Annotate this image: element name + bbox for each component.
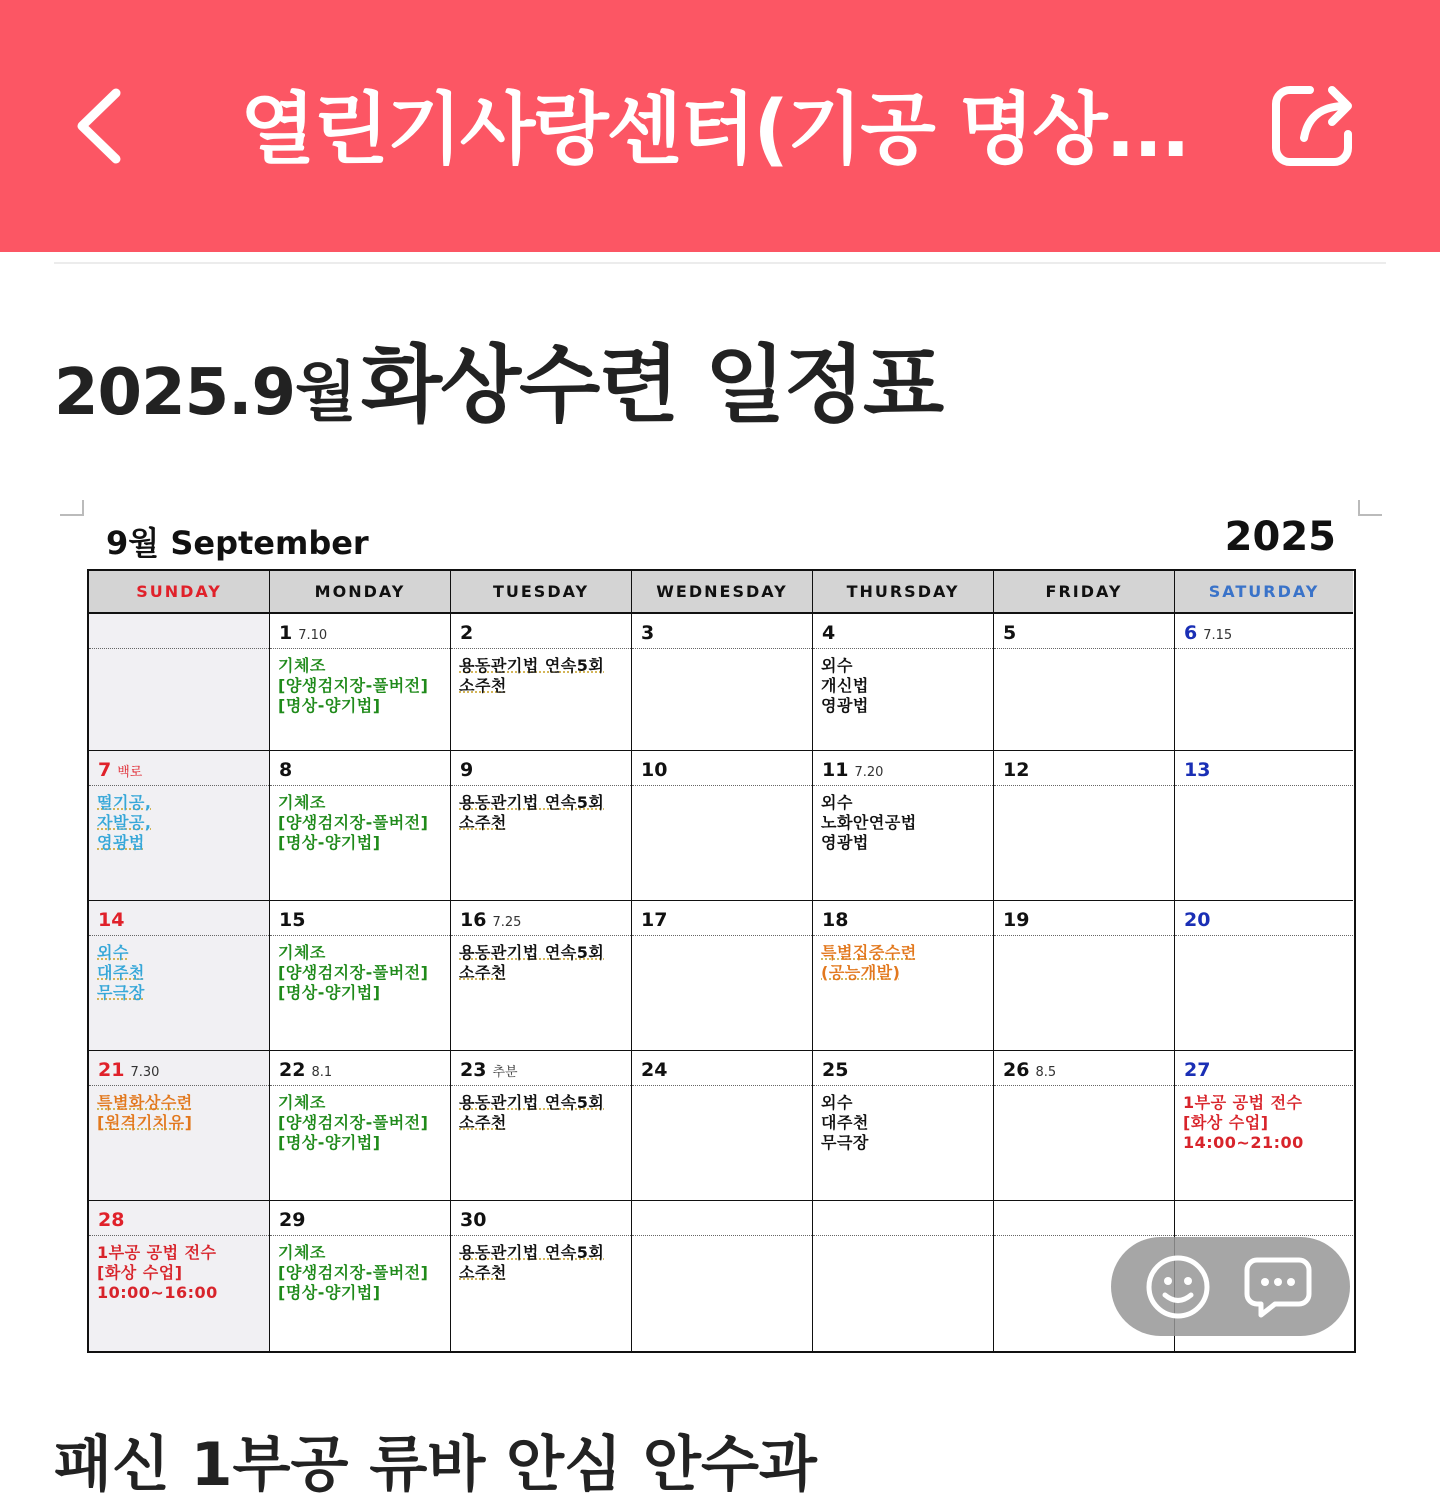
day-header-line [89,751,269,786]
crop-mark [60,500,84,516]
calendar-day-cell [813,614,994,751]
day-header-line [994,751,1174,786]
day-number: 26 [1003,1059,1030,1081]
day-events [97,1093,265,1133]
event-label: 영광법 [97,833,145,852]
calendar-day-cell [451,1051,632,1201]
event-label: 노화안연공법 [821,813,917,832]
share-icon [1264,78,1360,174]
day-number: 9 [460,759,474,781]
day-header-line [994,1051,1174,1086]
day-header-line [994,614,1174,649]
calendar-day-cell [451,1201,632,1351]
weekday-header: WEDNESDAY [632,571,813,614]
event-label: 대주천 [821,1113,869,1132]
day-header-line [270,1201,450,1236]
day-events [278,943,446,1003]
calendar-day-cell [1175,901,1353,1051]
day-header-line [1175,751,1353,786]
day-header-line [632,1051,812,1086]
day-number: 27 [1184,1059,1211,1081]
day-number: 25 [822,1059,849,1081]
weekday-header: THURSDAY [813,571,994,614]
day-events [459,943,627,983]
back-button[interactable] [58,76,138,176]
event-label: 무극장 [97,983,145,1002]
event-label: 외수 [97,943,129,962]
day-header-line [451,751,631,786]
calendar-month: 9월 September [106,524,369,562]
calendar-day-cell [994,614,1175,751]
calendar-day-cell [813,1051,994,1201]
day-number: 10 [641,759,668,781]
day-number: 13 [1184,759,1211,781]
event-label: 기체조 [278,1093,326,1112]
calendar-day-cell [1175,751,1353,901]
app-title: 열린기사랑센터(기공 명상... [240,85,1189,175]
day-number: 18 [822,909,849,931]
calendar-day-cell [632,751,813,901]
day-number: 20 [1184,909,1211,931]
event-label: [양생검지장-풀버전] [278,963,429,982]
day-events [278,793,446,853]
event-label: 외수 [821,793,853,812]
event-label: [명상-양기법] [278,696,381,715]
event-label: 자발공, [97,813,152,832]
day-header-line [451,901,631,936]
event-label: [화상 수업] [97,1263,183,1282]
calendar-day-cell [994,751,1175,901]
calendar-day-cell [632,1201,813,1351]
day-number: 23 [460,1059,487,1081]
next-section-heading: 패신 1부공 류바 안심 안수과 [54,1430,817,1500]
event-label: 대주천 [97,963,145,982]
chevron-left-icon [68,81,128,171]
event-label: 영광법 [821,833,869,852]
lunar-date-note: 7.25 [492,915,522,930]
event-label: 외수 [821,1093,853,1112]
event-label: 특별화상수련 [97,1093,193,1112]
calendar-day-cell [270,1051,451,1201]
calendar-day-cell [89,1201,270,1351]
day-header-line [813,901,993,936]
event-label: 용동관기법 연속5회 [459,943,605,962]
chat-bubble-icon [1243,1254,1313,1320]
day-events [459,656,627,696]
calendar-year: 2025 [1224,514,1336,560]
event-label: 영광법 [821,696,869,715]
day-events [821,656,989,716]
calendar-day-cell [1175,614,1353,751]
calendar-day-cell [89,751,270,901]
day-events [459,1093,627,1133]
day-number: 8 [279,759,293,781]
day-header-line [1175,614,1353,649]
day-events [459,1243,627,1283]
day-events [459,793,627,833]
smiley-icon [1145,1254,1211,1320]
calendar-day-cell [451,614,632,751]
event-label: 소주천 [459,963,507,982]
day-header-line [1175,1201,1353,1236]
post-title [54,330,942,440]
event-label: 용동관기법 연속5회 [459,1243,605,1262]
day-number: 12 [1003,759,1030,781]
day-events [97,1243,265,1303]
calendar-day-cell [270,751,451,901]
event-label: [양생검지장-풀버전] [278,676,429,695]
day-events [821,1093,989,1153]
calendar-day-cell [270,901,451,1051]
day-number: 17 [641,909,668,931]
day-header-line [632,751,812,786]
day-number: 22 [279,1059,306,1081]
day-header-line [89,614,269,649]
day-header-line [813,1051,993,1086]
weekday-header: SATURDAY [1175,571,1353,614]
day-header-line [1175,901,1353,936]
day-events [278,1243,446,1303]
day-header-line [451,614,631,649]
day-number: 6 [1184,622,1198,644]
day-events [1183,1093,1349,1153]
calendar-day-cell [451,901,632,1051]
day-events [278,1093,446,1153]
day-header-line [632,901,812,936]
day-events [821,793,989,853]
calendar-day-cell [451,751,632,901]
calendar-day-cell [89,1051,270,1201]
event-label: [양생검지장-풀버전] [278,813,429,832]
app-bar [0,0,1440,252]
day-header-line [994,901,1174,936]
day-header-line [270,614,450,649]
event-label: [양생검지장-풀버전] [278,1263,429,1282]
event-label: 용동관기법 연속5회 [459,793,605,812]
event-label: 14:00~21:00 [1183,1133,1304,1152]
crop-mark [1358,500,1382,516]
day-header-line [270,1051,450,1086]
lunar-date-note: 7.20 [854,765,884,780]
emoji-button[interactable] [1143,1252,1213,1322]
event-label: [명상-양기법] [278,1133,381,1152]
event-label: 소주천 [459,1113,507,1132]
day-number: 5 [1003,622,1017,644]
day-header-line [89,1051,269,1086]
calendar-day-cell [813,1201,994,1351]
event-label: [명상-양기법] [278,1283,381,1302]
day-number: 19 [1003,909,1030,931]
event-label: 외수 [821,656,853,675]
weekday-header: SUNDAY [89,571,270,614]
day-events [97,793,265,853]
calendar-day-cell [89,901,270,1051]
lunar-date-note: 8.5 [1035,1065,1057,1080]
event-label: 떨기공, [97,793,152,812]
day-number: 1 [279,622,293,644]
day-number: 16 [460,909,487,931]
post-title-main: 화상수련 일정표 [360,336,943,434]
header-divider [54,262,1386,264]
event-label: [명상-양기법] [278,983,381,1002]
day-header-line [1175,1051,1353,1086]
lunar-date-note: 7.15 [1203,628,1233,643]
day-number: 21 [98,1059,125,1081]
lunar-date-note: 8.1 [311,1065,333,1080]
calendar-day-cell [632,1051,813,1201]
calendar-day-cell [1175,1051,1353,1201]
event-label: [양생검지장-풀버전] [278,1113,429,1132]
weekday-header: MONDAY [270,571,451,614]
event-label: 소주천 [459,813,507,832]
post-title-prefix: 2025.9월 [54,356,356,430]
chat-button[interactable] [1243,1252,1313,1322]
calendar-day-cell [270,1201,451,1351]
weekday-header: FRIDAY [994,571,1175,614]
event-label: (공능개발) [821,963,901,982]
calendar-grid [87,569,1356,1353]
event-label: 기체조 [278,1243,326,1262]
event-label: 기체조 [278,943,326,962]
day-number: 3 [641,622,655,644]
day-events [278,656,446,716]
calendar-day-cell [632,614,813,751]
day-header-line [813,751,993,786]
day-header-line [632,614,812,649]
weekday-header: TUESDAY [451,571,632,614]
day-number: 29 [279,1209,306,1231]
event-label: 특별집중수련 [821,943,917,962]
event-label: 기체조 [278,793,326,812]
day-number: 2 [460,622,474,644]
day-header-line [813,1201,993,1236]
day-number: 4 [822,622,836,644]
day-header-line [270,901,450,936]
event-label: 무극장 [821,1133,869,1152]
calendar-day-cell [813,901,994,1051]
lunar-date-note: 추분 [492,1065,518,1080]
calendar-day-cell [994,901,1175,1051]
day-header-line [451,1201,631,1236]
day-number: 15 [279,909,306,931]
calendar-day-cell [89,614,270,751]
calendar-day-cell [994,1051,1175,1201]
calendar-day-cell [270,614,451,751]
event-label: 개신법 [821,676,869,695]
event-label: 10:00~16:00 [97,1283,218,1302]
lunar-date-note: 7.10 [298,628,328,643]
event-label: [원격기치유] [97,1113,193,1132]
day-events [821,943,989,983]
day-events [97,943,265,1003]
event-label: 소주천 [459,1263,507,1282]
event-label: 기체조 [278,656,326,675]
event-label: [화상 수업] [1183,1113,1269,1132]
day-number: 7 [98,759,112,781]
lunar-date-note: 백로 [117,765,143,780]
day-number: 28 [98,1209,125,1231]
day-header-line [89,901,269,936]
event-label: 1부공 공법 전수 [97,1243,217,1262]
event-label: 용동관기법 연속5회 [459,656,605,675]
event-label: [명상-양기법] [278,833,381,852]
day-number: 30 [460,1209,487,1231]
lunar-date-note: 7.30 [130,1065,160,1080]
day-header-line [89,1201,269,1236]
day-number: 24 [641,1059,668,1081]
day-header-line [270,751,450,786]
day-header-line [451,1051,631,1086]
event-label: 1부공 공법 전수 [1183,1093,1303,1112]
calendar-day-cell [813,751,994,901]
event-label: 용동관기법 연속5회 [459,1093,605,1112]
share-button[interactable] [1262,76,1362,176]
floating-action-bar [1111,1237,1350,1336]
day-header-line [994,1201,1174,1236]
calendar-day-cell [632,901,813,1051]
event-label: 소주천 [459,676,507,695]
day-number: 14 [98,909,125,931]
day-header-line [813,614,993,649]
day-number: 11 [822,759,849,781]
day-header-line [632,1201,812,1236]
